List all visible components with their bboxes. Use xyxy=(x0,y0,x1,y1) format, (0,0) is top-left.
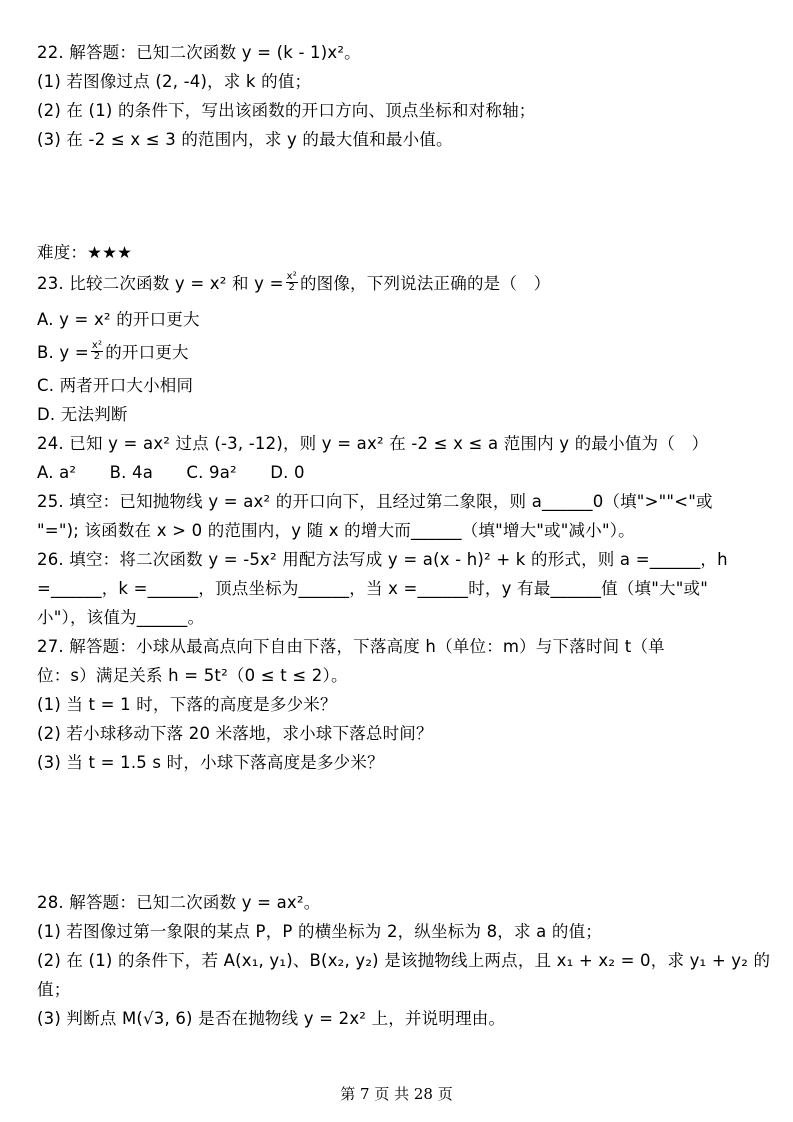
q22-part-3: (3) 在 -2 ≤ x ≤ 3 的范围内，求 y 的最大值和最小值。 xyxy=(37,130,453,149)
q27-line-1: 27. 解答题：小球从最高点向下自由下落，下落高度 h（单位：m）与下落时间 t（单 xyxy=(37,637,665,656)
q26-line-1: 26. 填空：将二次函数 y = -5x² 用配方法写成 y = a(x - h)² + k 的形式，则 a =______，h xyxy=(37,550,728,569)
difficulty-label: 难度：★★★ xyxy=(37,243,133,262)
q28-title: 28. 解答题：已知二次函数 y = ax²。 xyxy=(37,893,321,912)
q28-part-3: (3) 判断点 M(√3, 6) 是否在抛物线 y = 2x² 上，并说明理由。 xyxy=(37,1009,506,1028)
q25-line-1: 25. 填空：已知抛物线 y = ax² 的开口向下，且经过第二象限，则 a______0（填">""<"或 xyxy=(37,492,713,511)
q27-part-2: (2) 若小球移动下落 20 米落地，求小球下落总时间？ xyxy=(37,724,433,743)
fraction-numerator: x² xyxy=(286,271,297,282)
fraction-numerator: x² xyxy=(91,340,103,351)
fraction-denominator: 2 xyxy=(93,351,101,362)
q23-option-b-end: 的开口更大 xyxy=(105,343,189,362)
q23-stem xyxy=(37,271,551,295)
q28-part-2-line-2: 值； xyxy=(37,980,71,999)
q27-line-2: 位：s）满足关系 h = 5t²（0 ≤ t ≤ 2）。 xyxy=(37,666,348,685)
q23-option-b xyxy=(37,340,189,364)
q25-line-2: "="); 该函数在 x > 0 的范围内，y 随 x 的增大而______（填"增大"或"减小"）。 xyxy=(37,521,635,540)
q26-line-3: 小"），该值为______。 xyxy=(37,608,205,627)
q23-stem-start: 23. 比较二次函数 y = x² 和 y = xyxy=(37,274,284,293)
fraction-denominator: 2 xyxy=(288,282,296,293)
q23-option-a: A. y = x² 的开口更大 xyxy=(37,310,200,329)
q24-options: A. a² B. 4a C. 9a² D. 0 xyxy=(37,463,305,482)
q23-option-d: D. 无法判断 xyxy=(37,405,128,424)
q23-option-b-start: B. y = xyxy=(37,343,89,362)
q22-part-2: (2) 在 (1) 的条件下，写出该函数的开口方向、顶点坐标和对称轴； xyxy=(37,101,536,120)
q24-stem: 24. 已知 y = ax² 过点 (-3, -12)，则 y = ax² 在 -2 ≤ x ≤ a 范围内 y 的最小值为（ ） xyxy=(37,434,709,453)
q27-part-3: (3) 当 t = 1.5 s 时，小球下落高度是多少米？ xyxy=(37,753,384,772)
q23-stem-end: 的图像，下列说法正确的是（ ） xyxy=(299,274,551,293)
q26-line-2: =______，k =______，顶点坐标为______，当 x =______时，y 有最______值（填"大"或" xyxy=(37,579,709,598)
q22-title: 22. 解答题：已知二次函数 y = (k - 1)x²。 xyxy=(37,43,361,62)
q23-option-c: C. 两者开口大小相同 xyxy=(37,376,194,395)
q28-part-2-line-1: (2) 在 (1) 的条件下，若 A(x₁, y₁)、B(x₂, y₂) 是该抛物线上两点，且 x₁ + x₂ = 0，求 y₁ + y₂ 的 xyxy=(37,951,771,970)
q28-part-1: (1) 若图像过第一象限的某点 P，P 的横坐标为 2，纵坐标为 8，求 a 的值； xyxy=(37,922,602,941)
q22-part-1: (1) 若图像过点 (2, -4)，求 k 的值； xyxy=(37,72,312,91)
page-number-footer: 第 7 页 共 28 页 xyxy=(340,1085,453,1103)
fraction xyxy=(91,341,103,362)
q27-part-1: (1) 当 t = 1 时，下落的高度是多少米？ xyxy=(37,695,337,714)
fraction xyxy=(286,272,298,293)
